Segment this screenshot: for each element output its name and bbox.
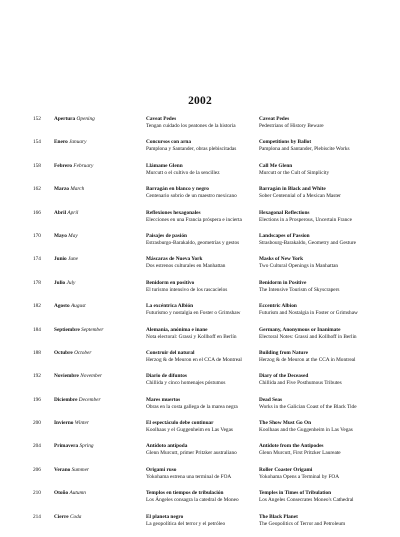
spanish-subtitle: Chillida y cinco homenajes póstumos	[146, 380, 226, 387]
english-entry	[259, 256, 399, 270]
month-english: February	[73, 162, 94, 169]
month-spanish: Junio	[54, 256, 67, 263]
spanish-title: Concursos con arna	[146, 139, 192, 146]
english-subtitle: Futurism and Nostalgia in Foster or Grimshaw	[259, 310, 358, 317]
english-subtitle: Glenn Murcutt, First Pritzker Laureate	[259, 450, 341, 457]
english-title: Benidorm in Positive	[259, 279, 307, 286]
spanish-title: Origami ruso	[146, 466, 177, 473]
spanish-title: Templos en tiempos de tribulación	[146, 490, 224, 497]
spanish-subtitle: Murcutt o el cultivo de la sencillez	[146, 169, 220, 176]
entry-row	[0, 210, 400, 233]
month-spanish: Septiembre	[54, 326, 80, 333]
month-english: July	[66, 279, 76, 286]
page-number: 210	[33, 490, 41, 497]
spanish-entry	[146, 280, 274, 294]
spanish-subtitle: Tengan cuidado los peatones de la historia	[146, 123, 236, 129]
spanish-entry	[146, 373, 274, 387]
english-title: Roller Coaster Origami	[259, 466, 313, 473]
spanish-title: Máscaras de Nueva York	[146, 256, 203, 263]
entry-row	[0, 303, 400, 326]
page-number: 182	[33, 303, 41, 310]
entry-row	[0, 139, 400, 162]
english-entry	[259, 327, 399, 341]
english-title: Caveat Pedes	[259, 116, 290, 122]
spanish-title: Benidorm en positivo	[146, 279, 195, 286]
spanish-title: Construir del natural	[146, 349, 195, 356]
month-label	[54, 186, 84, 193]
english-title: The Show Must Go On	[259, 420, 312, 427]
month-english: December	[78, 396, 101, 403]
page-number: 204	[33, 443, 41, 450]
spanish-entry	[146, 116, 274, 130]
spanish-entry	[146, 467, 274, 481]
spanish-subtitle: El turismo intensivo de los rascacielos	[146, 286, 228, 293]
month-english: Autumn	[69, 490, 86, 497]
month-english: May	[68, 232, 78, 239]
month-label	[54, 303, 86, 310]
spanish-subtitle: Pamplona y Santander, obras plebiscitadas	[146, 146, 237, 153]
spanish-subtitle: La geopolítica del terror y el petróleo	[146, 520, 226, 527]
page-number: 152	[33, 116, 41, 122]
spanish-title: El planeta negro	[146, 513, 184, 520]
english-title: Competitions by Ballot	[259, 139, 312, 146]
month-spanish: Invierno	[54, 420, 74, 427]
page-number: 178	[33, 279, 41, 286]
month-label	[54, 443, 94, 450]
month-label	[54, 373, 102, 380]
month-english: November	[80, 373, 103, 380]
month-spanish: Agosto	[54, 303, 70, 310]
month-label	[54, 350, 91, 357]
month-label	[54, 490, 86, 497]
month-english: Winter	[74, 420, 89, 427]
month-english: Spring	[79, 443, 94, 450]
month-label	[54, 397, 101, 404]
month-label	[54, 210, 78, 217]
english-title: Antidote from the Antipodes	[259, 443, 324, 450]
spanish-title: El espectáculo debe continuar	[146, 420, 214, 427]
month-label	[54, 420, 89, 427]
english-subtitle: Murcutt or the Cult of Simplicity	[259, 169, 330, 176]
page-number: 188	[33, 349, 41, 356]
english-title: Temples in Times of Tribulation	[259, 490, 332, 497]
english-title: Eccentric Albion	[259, 303, 297, 310]
spanish-title: Alemania, anónima e inane	[146, 326, 208, 333]
english-title: Barragán in Black and White	[259, 186, 326, 193]
english-subtitle: The Intensive Tourism of Skyscrapers	[259, 286, 340, 293]
english-entry	[259, 373, 399, 387]
entry-row	[0, 420, 400, 443]
spanish-subtitle: Nota electoral: Grassi y Kollhoff en Berlín	[146, 333, 237, 340]
spanish-title: Reflexiones hexagonales	[146, 209, 201, 216]
entry-row	[0, 350, 400, 373]
english-entry	[259, 514, 399, 528]
month-spanish: Marzo	[54, 186, 69, 193]
month-label	[54, 256, 78, 263]
spanish-title: Caveat Pedes	[146, 116, 177, 122]
month-english: January	[69, 139, 87, 146]
english-entry	[259, 163, 399, 177]
english-title: Germany, Anonymous or Inanimate	[259, 326, 341, 333]
entry-row	[0, 233, 400, 256]
english-entry	[259, 397, 399, 411]
month-label	[54, 116, 95, 123]
english-subtitle: Herzog & de Meuron at the CCA in Montreal	[259, 356, 356, 363]
month-spanish: Primavera	[54, 443, 79, 450]
month-spanish: Verano	[54, 466, 71, 473]
entry-row	[0, 186, 400, 209]
spanish-entry	[146, 397, 274, 411]
month-spanish: Otoño	[54, 490, 69, 497]
english-entry	[259, 186, 399, 200]
page-number: 184	[33, 326, 41, 333]
english-title: Hexagonal Reflections	[259, 209, 310, 216]
english-subtitle: Chillida and Five Posthumous Tributes	[259, 380, 342, 387]
month-label	[54, 163, 93, 170]
entry-row	[0, 514, 400, 537]
english-title: Landscapes of Passion	[259, 232, 310, 239]
spanish-subtitle: Glenn Murcutt, primer Pritzker australiano	[146, 450, 237, 457]
month-label	[54, 327, 103, 334]
month-spanish: Febrero	[54, 162, 73, 169]
english-entry	[259, 490, 399, 504]
english-title: Dead Seas	[259, 396, 283, 403]
month-spanish: Diciembre	[54, 396, 78, 403]
english-entry	[259, 233, 399, 247]
spanish-subtitle: Obras en la costa gallega de la marea negra	[146, 403, 238, 410]
spanish-title: Paisajes de pasión	[146, 232, 187, 239]
spanish-subtitle: Dos estrenos culturales en Manhattan	[146, 263, 226, 270]
english-entry	[259, 443, 399, 457]
month-label	[54, 514, 81, 521]
month-spanish: Cierre	[54, 513, 69, 520]
month-spanish: Apertura	[54, 116, 76, 122]
spanish-subtitle: Yokohama estrena una terminal de FOA	[146, 473, 232, 480]
english-entry	[259, 116, 399, 130]
english-subtitle: The Geopolitics of Terror and Petroleum	[259, 520, 346, 527]
spanish-title: Barragán en blanco y negro	[146, 186, 209, 193]
entry-row	[0, 280, 400, 303]
spanish-title: Mares muertos	[146, 396, 181, 403]
spanish-entry	[146, 420, 274, 434]
month-label	[54, 233, 78, 240]
english-title: Diary of the Deceased	[259, 373, 309, 380]
english-entry	[259, 420, 399, 434]
entry-list	[0, 116, 400, 537]
month-label	[54, 280, 75, 287]
month-english: June	[68, 256, 78, 263]
month-english: March	[70, 186, 85, 193]
english-entry	[259, 467, 399, 481]
spanish-entry	[146, 163, 274, 177]
english-subtitle: Koolhaas and the Guggenheim in Las Vegas	[259, 427, 353, 434]
spanish-title: Diario de difuntos	[146, 373, 187, 380]
english-entry	[259, 139, 399, 153]
entry-row	[0, 116, 400, 139]
page-number: 192	[33, 373, 41, 380]
month-spanish: Noviembre	[54, 373, 79, 380]
page-number: 154	[33, 139, 41, 146]
page-number: 200	[33, 420, 41, 427]
year-heading: 2002	[188, 95, 212, 107]
month-english: October	[74, 349, 92, 356]
page-number: 174	[33, 256, 41, 263]
spanish-subtitle: Koolhaas y el Guggenheim en Las Vegas	[146, 427, 233, 434]
english-subtitle: Pedestrians of History Beware	[259, 123, 324, 129]
spanish-entry	[146, 490, 274, 504]
month-english: April	[67, 209, 79, 216]
page-number: 158	[33, 162, 41, 169]
spanish-entry	[146, 210, 274, 224]
english-subtitle: Yokohama Opens a Terminal by FOA	[259, 473, 340, 480]
english-title: Call Me Glenn	[259, 162, 293, 169]
english-entry	[259, 210, 399, 224]
entry-row	[0, 256, 400, 279]
spanish-subtitle: Herzog & de Meuron en el CCA de Montreal	[146, 356, 242, 363]
month-spanish: Abril	[54, 209, 67, 216]
month-label	[54, 139, 86, 146]
english-subtitle: Pamplona and Santander, Plebiscite Works	[259, 146, 350, 153]
english-subtitle: Two Cultural Openings in Manhattan	[259, 263, 339, 270]
entry-row	[0, 397, 400, 420]
month-spanish: Julio	[54, 279, 66, 286]
english-subtitle: Sober Centennial of a Mexican Master	[259, 193, 341, 200]
page-number: 206	[33, 466, 41, 473]
page-number: 214	[33, 513, 41, 520]
english-entry	[259, 350, 399, 364]
spanish-entry	[146, 256, 274, 270]
english-subtitle: Los Angeles Consecrates Moneo's Cathedral	[259, 497, 354, 504]
spanish-entry	[146, 233, 274, 247]
english-subtitle: Elections in a Prosperous, Uncertain France	[259, 216, 352, 223]
spanish-title: Antídoto antípoda	[146, 443, 188, 450]
english-subtitle: Electoral Notes: Grassi and Kollhoff in Berlin	[259, 333, 357, 340]
spanish-subtitle: Estrasburgo-Barakaldo, geometrías y gestos	[146, 239, 240, 246]
spanish-entry	[146, 186, 274, 200]
month-english: Opening	[76, 116, 95, 122]
month-label	[54, 467, 89, 474]
month-english: August	[70, 303, 86, 310]
spanish-entry	[146, 303, 274, 317]
month-spanish: Mayo	[54, 232, 67, 239]
english-title: The Black Planet	[259, 513, 298, 520]
entry-row	[0, 327, 400, 350]
spanish-entry	[146, 443, 274, 457]
english-entry	[259, 280, 399, 294]
spanish-subtitle: Futurismo y nostalgia en Foster o Grimshaw	[146, 310, 241, 317]
entry-row	[0, 467, 400, 490]
spanish-subtitle: Elecciones en una Francia próspera e incierta	[146, 216, 242, 223]
month-spanish: Enero	[54, 139, 68, 146]
page-number: 170	[33, 232, 41, 239]
page-number: 196	[33, 396, 41, 403]
english-subtitle: Strasbourg-Barakaldo, Geometry and Gesture	[259, 239, 356, 246]
entry-row	[0, 373, 400, 396]
page-number: 166	[33, 209, 41, 216]
entry-row	[0, 163, 400, 186]
spanish-subtitle: Los Ángeles consagra la catedral de Moneo	[146, 497, 239, 504]
spanish-title: Llámame Glenn	[146, 162, 183, 169]
entry-row	[0, 490, 400, 513]
english-title: Masks of New York	[259, 256, 304, 263]
spanish-subtitle: Centenario sobrio de un maestro mexicano	[146, 193, 237, 200]
english-title: Building from Nature	[259, 349, 308, 356]
spanish-entry	[146, 350, 274, 364]
month-spanish: Octubre	[54, 349, 73, 356]
english-subtitle: Works in the Galician Coast of the Black Tide	[259, 403, 357, 410]
spanish-title: La excéntrica Albión	[146, 303, 194, 310]
page-number: 162	[33, 186, 41, 193]
entry-row	[0, 443, 400, 466]
spanish-entry	[146, 139, 274, 153]
spanish-entry	[146, 514, 274, 528]
spanish-entry	[146, 327, 274, 341]
month-english: Summer	[71, 466, 89, 473]
month-english: Coda	[69, 513, 82, 520]
english-entry	[259, 303, 399, 317]
month-english: September	[81, 326, 104, 333]
